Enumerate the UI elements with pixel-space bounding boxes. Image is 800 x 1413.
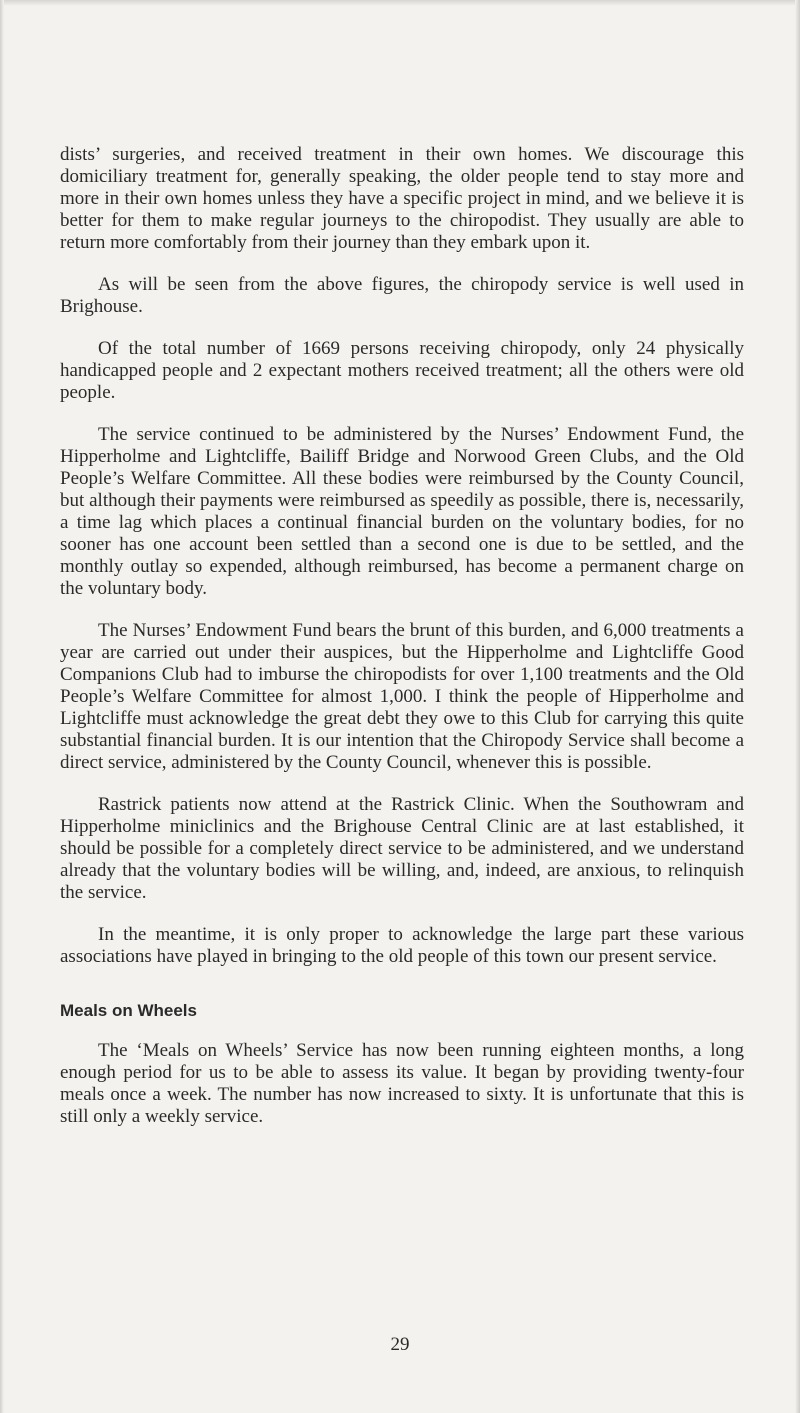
paragraph-rastrick-clinic: Rastrick patients now attend at the Rastrick Clinic. When the Southowram and Hipperholme miniclinics and the Brighouse Central Clinic are at last established, it should be possible for a completely direct service to be administered, and we understand already that the voluntary bodies will be willing, and, indeed, are anxious, to relinquish the service.: [60, 794, 744, 903]
paragraph-endowment-fund: The Nurses’ Endowment Fund bears the brunt of this burden, and 6,000 treatments a year are carried out under their auspices, but the Hipperholme and Lightcliffe Good Companions Club had to imburse the chiropodists for over 1,100 treatments and the Old People’s Welfare Committee for almost 1,000. I think the people of Hipperholme and Lightcliffe must acknowledge the great debt they owe to this Club for carrying this quite substantial financial burden. It is our intention that the Chiropody Service shall become a direct service, administered by the County Council, whenever this is possible.: [60, 620, 744, 773]
page-edge-left: [0, 0, 4, 1413]
page-edge-top: [0, 0, 800, 6]
paragraph-service-usage: As will be seen from the above figures, the chiropody service is well used in Brighouse.: [60, 274, 744, 317]
document-body: [60, 144, 744, 1128]
page-edge-right: [795, 0, 800, 1413]
paragraph-acknowledgement: In the meantime, it is only proper to acknowledge the large part these various associations have played in bringing to the old people of this town our present service.: [60, 924, 744, 967]
paragraph-continuation: dists’ surgeries, and received treatment in their own homes. We discourage this domiciliary treatment for, generally speaking, the older people tend to stay more and more in their own homes unless they have a specific project in mind, and we believe it is better for them to make regular journeys to the chiropodist. They usually are able to return more comfortably from their journey than they embark upon it.: [60, 144, 744, 253]
paragraph-patient-totals: Of the total number of 1669 persons receiving chiropody, only 24 physically handicapped people and 2 expectant mothers received treatment; all the others were old people.: [60, 338, 744, 403]
paragraph-meals-on-wheels: The ‘Meals on Wheels’ Service has now been running eighteen months, a long enough period for us to be able to assess its value. It began by providing twenty-four meals once a week. The number has now increased to sixty. It is unfortunate that this is still only a weekly service.: [60, 1040, 744, 1127]
paragraph-administration: The service continued to be administered by the Nurses’ Endowment Fund, the Hipperholme and Lightcliffe, Bailiff Bridge and Norwood Green Clubs, and the Old People’s Welfare Committee. All these bodies were reimbursed by the County Council, but although their payments were reimbursed as speedily as possible, there is, necessarily, a time lag which places a continual financial burden on the voluntary bodies, for no sooner has one account been settled than a second one is due to be settled, and the monthly outlay so expended, although reimbursed, has become a permanent charge on the voluntary body.: [60, 424, 744, 599]
page-number: 29: [390, 1334, 410, 1355]
section-heading-meals-on-wheels: Meals on Wheels: [60, 1001, 197, 1020]
